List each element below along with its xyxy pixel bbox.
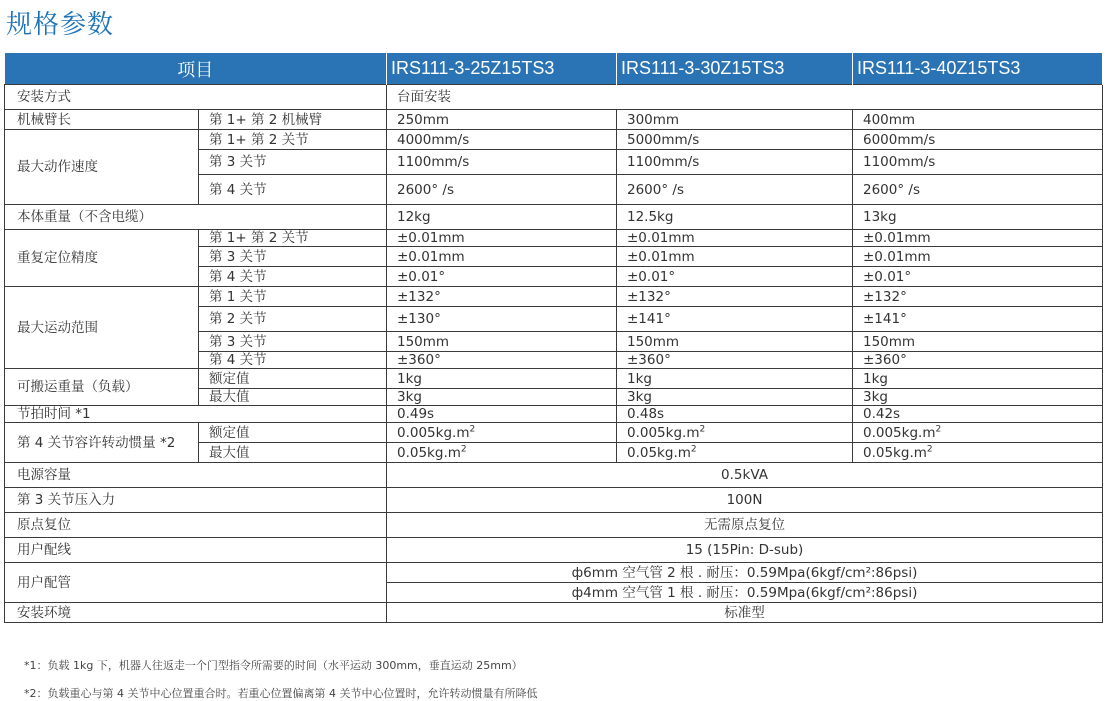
row-sublabel: 第 4 关节: [199, 267, 387, 287]
cell-value: 12kg: [387, 205, 617, 230]
cell-value: 标准型: [387, 603, 1103, 623]
cell-value: ±0.01°: [617, 267, 853, 287]
row-sublabel: 第 1+ 第 2 关节: [199, 130, 387, 150]
row-label: 安装环境: [5, 603, 387, 623]
row-label: 安装方式: [5, 85, 387, 110]
table-row: [5, 369, 1103, 389]
header-model-3: IRS111-3-40Z15TS3: [853, 53, 1103, 85]
row-sublabel: 额定值: [199, 423, 387, 443]
cell-value: 1100mm/s: [617, 150, 853, 175]
cell-value: ±0.01mm: [853, 230, 1103, 247]
footnote-2: *2：负载重心与第 4 关节中心位置重合时。若重心位置偏离第 4 关节中心位置时，允许转动惯量有所降低: [24, 687, 538, 700]
cell-value: ф4mm 空气管 1 根 . 耐压：0.59Mpa(6kgf/cm²:86psi): [387, 583, 1103, 603]
header-model-1: IRS111-3-25Z15TS3: [387, 53, 617, 85]
row-sublabel: 第 1+ 第 2 关节: [199, 230, 387, 247]
row-sublabel: 第 3 关节: [199, 150, 387, 175]
cell-value: ±0.01°: [853, 267, 1103, 287]
row-sublabel: 第 4 关节: [199, 175, 387, 205]
cell-value: 3kg: [853, 389, 1103, 406]
row-sublabel: 最大值: [199, 389, 387, 406]
cell-value: 1100mm/s: [853, 150, 1103, 175]
cell-value: 0.49s: [387, 406, 617, 423]
row-sublabel: 最大值: [199, 443, 387, 463]
cell-value: ±132°: [853, 287, 1103, 307]
row-sublabel: 第 1 关节: [199, 287, 387, 307]
row-label: 节拍时间 *1: [5, 406, 387, 423]
cell-value: ±360°: [617, 352, 853, 369]
cell-value: ±130°: [387, 307, 617, 332]
cell-value: 0.48s: [617, 406, 853, 423]
cell-value: ±360°: [387, 352, 617, 369]
cell-value: 6000mm/s: [853, 130, 1103, 150]
cell-value: 4000mm/s: [387, 130, 617, 150]
cell-value: 台面安装: [387, 85, 1103, 110]
row-sublabel: 第 4 关节: [199, 352, 387, 369]
footnote-1: *1：负载 1kg 下，机器人往返走一个门型指令所需要的时间（水平运动 300mm，垂直运动 25mm）: [24, 659, 523, 672]
cell-value: 3kg: [387, 389, 617, 406]
cell-value: $0.005kg.m^2$: [387, 423, 617, 443]
cell-value: 13kg: [853, 205, 1103, 230]
cell-value: ±132°: [617, 287, 853, 307]
cell-value: ф6mm 空气管 2 根 . 耐压：0.59Mpa(6kgf/cm²:86psi): [387, 563, 1103, 583]
cell-value: ±0.01mm: [387, 230, 617, 247]
cell-value: ±0.01mm: [617, 230, 853, 247]
cell-value: ±132°: [387, 287, 617, 307]
cell-value: 100N: [387, 488, 1103, 513]
cell-value: ±0.01mm: [617, 247, 853, 267]
row-label: 用户配线: [5, 538, 387, 563]
table-row: [5, 406, 1103, 423]
cell-value: 5000mm/s: [617, 130, 853, 150]
cell-value: ±0.01mm: [853, 247, 1103, 267]
cell-value: $0.05kg.m^2$: [853, 443, 1103, 463]
table-row: [5, 85, 1103, 110]
cell-value: 1kg: [853, 369, 1103, 389]
row-label: 电源容量: [5, 463, 387, 488]
table-row: [5, 230, 1103, 247]
table-row: [5, 130, 1103, 150]
row-label: 本体重量（不含电缆）: [5, 205, 387, 230]
row-sublabel: 额定值: [199, 369, 387, 389]
table-row: [5, 488, 1103, 513]
row-label: 第 4 关节容许转动惯量 *2: [5, 423, 199, 463]
cell-value: 3kg: [617, 389, 853, 406]
row-sublabel: 第 2 关节: [199, 307, 387, 332]
cell-value: $0.05kg.m^2$: [617, 443, 853, 463]
cell-value: 1kg: [617, 369, 853, 389]
cell-value: 2600° /s: [853, 175, 1103, 205]
table-row: [5, 538, 1103, 563]
table-row: [5, 563, 1103, 583]
row-label: 重复定位精度: [5, 230, 199, 287]
row-label: 用户配管: [5, 563, 387, 603]
cell-value: 250mm: [387, 110, 617, 130]
row-sublabel: 第 3 关节: [199, 247, 387, 267]
cell-value: $0.005kg.m^2$: [853, 423, 1103, 443]
cell-value: 150mm: [617, 332, 853, 352]
cell-value: 1100mm/s: [387, 150, 617, 175]
header-item: 项目: [5, 53, 387, 85]
table-row: [5, 463, 1103, 488]
cell-value: $0.005kg.m^2$: [617, 423, 853, 443]
cell-value: ±0.01°: [387, 267, 617, 287]
row-label: 最大动作速度: [5, 130, 199, 205]
header-model-2: IRS111-3-30Z15TS3: [617, 53, 853, 85]
row-label: 机械臂长: [5, 110, 199, 130]
page-title: 规格参数: [6, 10, 115, 40]
table-row: [5, 110, 1103, 130]
row-sublabel: 第 3 关节: [199, 332, 387, 352]
cell-value: 15 (15Pin: D-sub): [387, 538, 1103, 563]
row-label: 最大运动范围: [5, 287, 199, 369]
cell-value: 无需原点复位: [387, 513, 1103, 538]
cell-value: ±141°: [617, 307, 853, 332]
cell-value: 150mm: [853, 332, 1103, 352]
spec-table: [4, 53, 1103, 623]
table-header: [5, 53, 1103, 85]
table-row: [5, 513, 1103, 538]
row-label: 可搬运重量（负载）: [5, 369, 199, 406]
cell-value: $0.05kg.m^2$: [387, 443, 617, 463]
cell-value: 0.5kVA: [387, 463, 1103, 488]
cell-value: ±0.01mm: [387, 247, 617, 267]
row-sublabel: 第 1+ 第 2 机械臂: [199, 110, 387, 130]
table-row: [5, 205, 1103, 230]
cell-value: 300mm: [617, 110, 853, 130]
cell-value: 0.42s: [853, 406, 1103, 423]
table-row: [5, 287, 1103, 307]
cell-value: 1kg: [387, 369, 617, 389]
table-row: [5, 423, 1103, 443]
cell-value: 2600° /s: [617, 175, 853, 205]
table-row: [5, 603, 1103, 623]
cell-value: 12.5kg: [617, 205, 853, 230]
row-label: 原点复位: [5, 513, 387, 538]
cell-value: ±360°: [853, 352, 1103, 369]
cell-value: 2600° /s: [387, 175, 617, 205]
cell-value: 150mm: [387, 332, 617, 352]
cell-value: 400mm: [853, 110, 1103, 130]
cell-value: ±141°: [853, 307, 1103, 332]
row-label: 第 3 关节压入力: [5, 488, 387, 513]
